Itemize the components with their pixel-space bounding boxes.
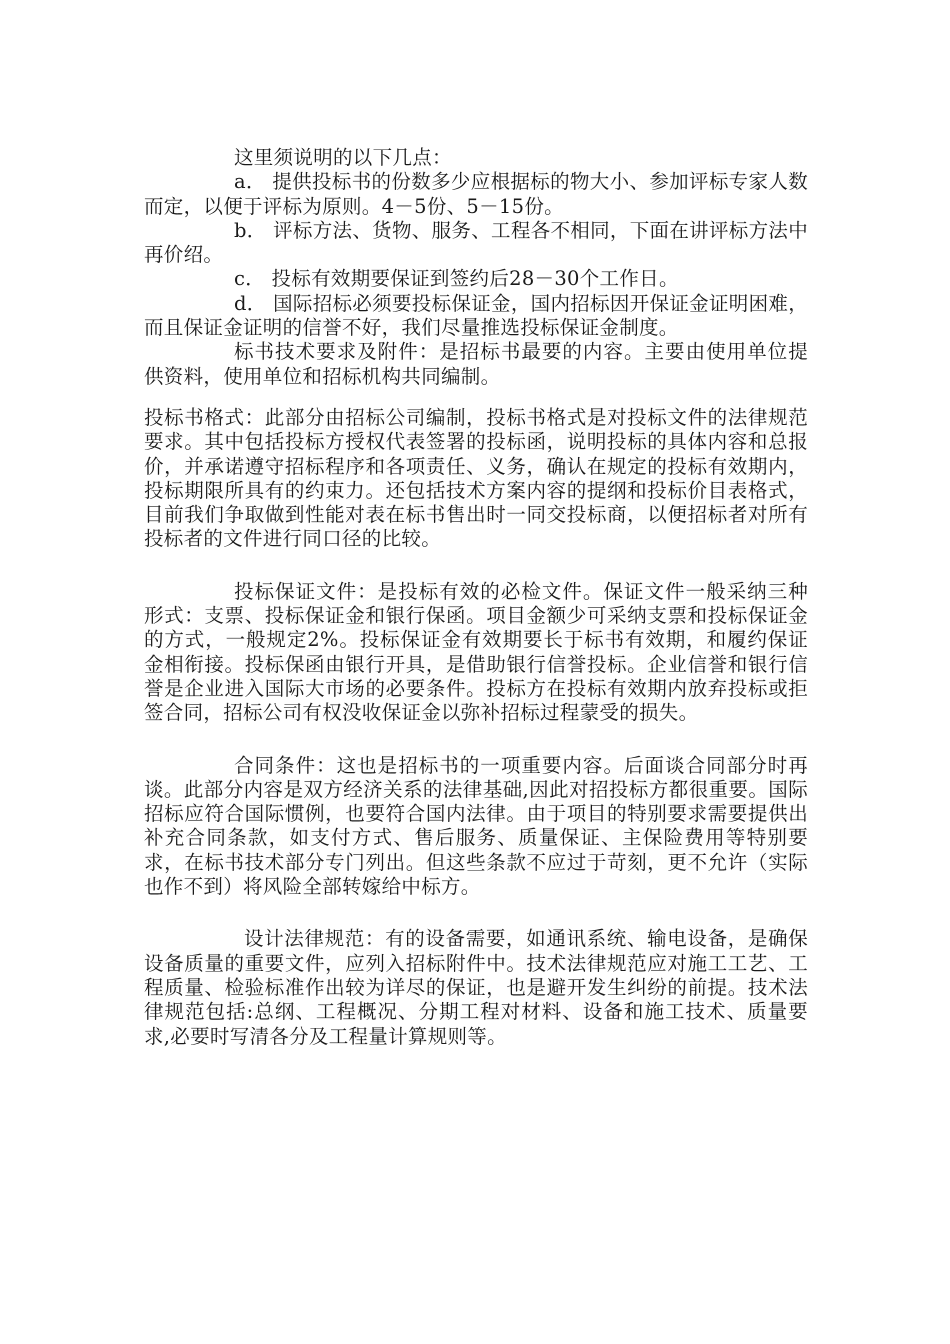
item-a-paragraph: a． 提供投标书的份数多少应根据标的物大小、参加评标专家人数而定，以便于评标为原则。4－5份、5－15份。 [144, 170, 808, 218]
item-c-paragraph: c． 投标有效期要保证到签约后28－30个工作日。 [234, 267, 679, 291]
intro-paragraph: 这里须说明的以下几点： [234, 146, 452, 169]
legal-specification-paragraph: 设计法律规范：有的设备需要，如通讯系统、输电设备，是确保设备质量的重要文件，应列入招标附件中。技术法律规范应对施工工艺、工程质量、检验标准作出较为详尽的保证，也是避开发生纠纷的前提。技术法律规范包括:总纲、工程概况、分期工程对材料、设备和施工技术、质量要求,必要时写清各分及工程量计算规则等。 [144, 927, 808, 1048]
bid-guarantee-paragraph: 投标保证文件：是投标有效的必检文件。保证文件一般采纳三种形式：支票、投标保证金和银行保函。项目金额少可采纳支票和投标保证金的方式，一般规定2%。投标保证金有效期要长于标书有效期，和履约保证金相衔接。投标保函由银行开具，是借助银行信誉投标。企业信誉和银行信誉是企业进入国际大市场的必要条件。投标方在投标有效期内放弃投标或拒签合同，招标公司有权没收保证金以弥补招标过程蒙受的损失。 [144, 579, 808, 725]
contract-conditions-paragraph: 合同条件：这也是招标书的一项重要内容。后面谈合同部分时再谈。此部分内容是双方经济关系的法律基础,因此对招投标方都很重要。国际招标应符合国际惯例，也要符合国内法律。由于项目的特别要求需要提供出补充合同条款，如支付方式、售后服务、质量保证、主保险费用等特别要求，在标书技术部分专门列出。但这些条款不应过于苛刻，更不允许（实际也作不到）将风险全部转嫁给中标方。 [144, 753, 808, 899]
bid-format-paragraph: 投标书格式：此部分由招标公司编制，投标书格式是对投标文件的法律规范要求。其中包括投标方授权代表签署的投标函，说明投标的具体内容和总报价，并承诺遵守招标程序和各项责任、义务，确认在规定的投标有效期内，投标期限所具有的约束力。还包括技术方案内容的提纲和投标价目表格式，目前我们争取做到性能对表在标书售出时一同交投标商，以便招标者对所有投标者的文件进行同口径的比较。 [144, 405, 808, 551]
item-d-paragraph: d． 国际招标必须要投标保证金，国内招标因开保证金证明困难，而且保证金证明的信誉不好，我们尽量推选投标保证金制度。 [144, 291, 808, 340]
technical-requirements-paragraph: 标书技术要求及附件：是招标书最要的内容。主要由使用单位提供资料，使用单位和招标机构共同编制。 [144, 340, 808, 388]
item-b-paragraph: b． 评标方法、货物、服务、工程各不相同，下面在讲评标方法中再价绍。 [144, 218, 808, 267]
document-body [144, 146, 808, 1049]
